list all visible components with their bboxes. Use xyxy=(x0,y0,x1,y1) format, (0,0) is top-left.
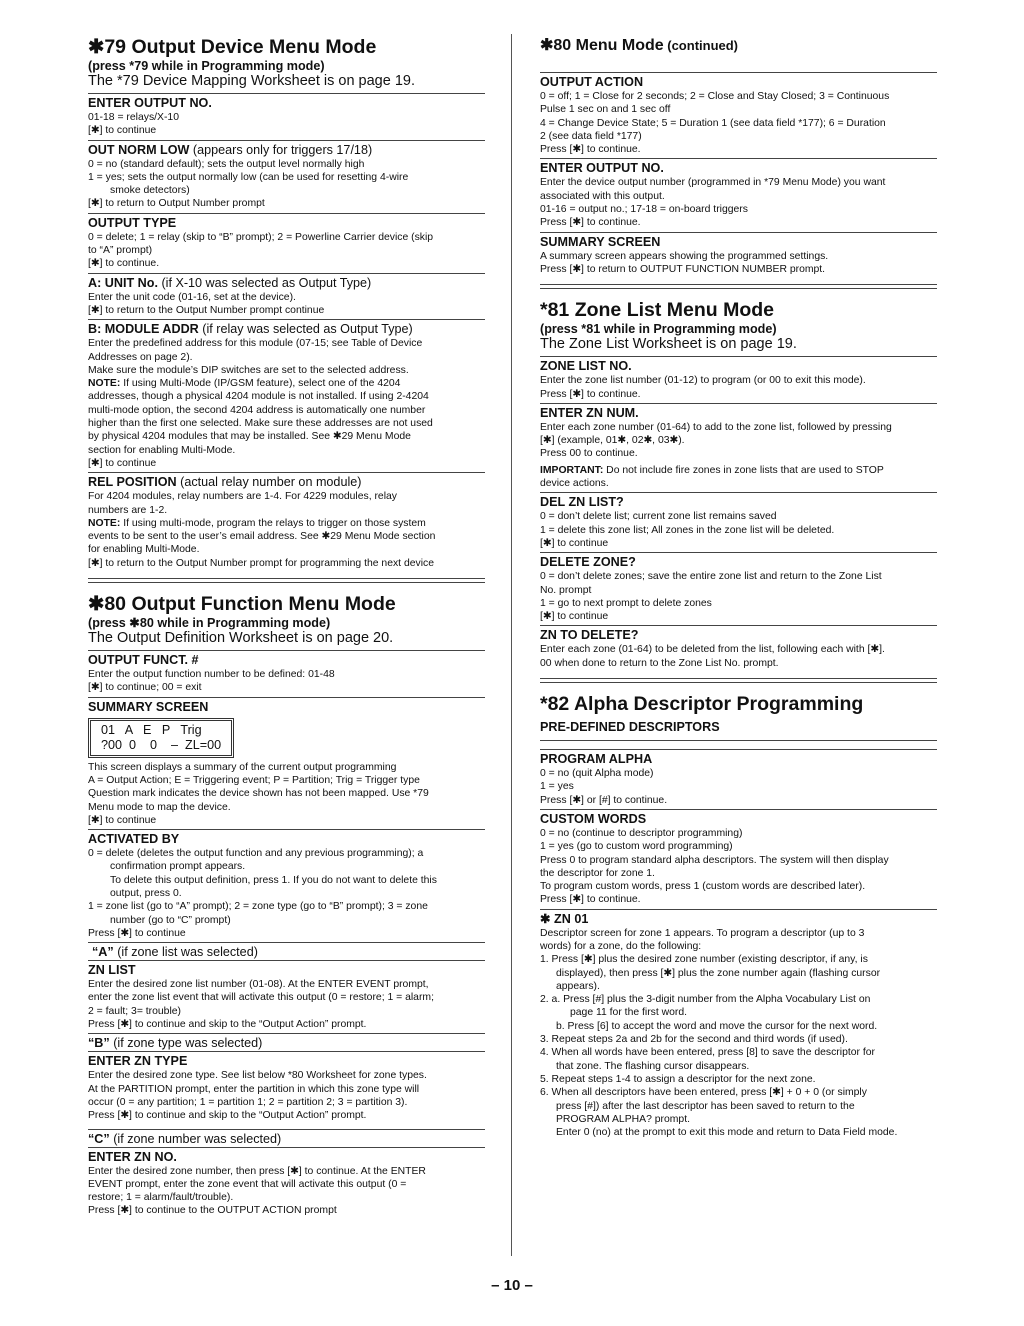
prompt-line: the descriptor for zone 1. xyxy=(540,867,655,879)
prompt-note-line xyxy=(88,390,485,403)
note-text: If using Multi-Mode (IP/GSM feature), select one of the 4204 xyxy=(120,378,401,390)
prompt-line: This screen displays a summary of the current output programming xyxy=(88,761,397,773)
prompt-line: [✱] to continue xyxy=(88,125,157,137)
keypad-display-row2: ?00 0 0 – ZL=00 xyxy=(101,737,222,752)
important-text: device actions. xyxy=(540,478,609,490)
prompt-line: 1 = yes; sets the output normally low (can be used for resetting 4-wire xyxy=(88,171,409,183)
prompt-heading xyxy=(88,322,485,337)
prompt-heading-text: SUMMARY SCREEN xyxy=(540,234,661,249)
prompt-note-line xyxy=(88,404,485,417)
prompt-line: 0 = don’t delete zones; save the entire zone list and return to the Zone List xyxy=(540,571,882,583)
prompt-line: Addresses on page 2). xyxy=(88,351,193,363)
section-79-worksheet: The *79 Device Mapping Worksheet is on page 19. xyxy=(88,73,485,94)
prompt-zn-list xyxy=(88,960,485,1033)
prompt-line: 0 = no (quit Alpha mode) xyxy=(540,768,654,780)
prompt-important-line xyxy=(540,464,937,477)
section-80c-title xyxy=(540,36,937,56)
branch-text: (if zone number was selected) xyxy=(109,1131,282,1146)
prompt-line: Press [✱] to continue. xyxy=(540,388,641,400)
section-80-press: (press ✱80 while in Programming mode) xyxy=(88,616,331,631)
prompt-heading-text: DELETE ZONE? xyxy=(540,555,636,570)
prompt-line: No. prompt xyxy=(540,584,592,596)
section-80-continued xyxy=(540,36,937,278)
prompt-block xyxy=(540,492,937,552)
prompt-line: [✱] to continue. xyxy=(88,258,160,270)
prompt-line: Press [✱] to return to OUTPUT FUNCTION NUMBER prompt. xyxy=(540,263,826,275)
prompt-zn-01 xyxy=(540,909,937,1142)
prompt-line: [✱] to continue; 00 = exit xyxy=(88,682,202,694)
note-label: NOTE: xyxy=(88,517,121,529)
prompt-heading-text: B: MODULE ADDR xyxy=(88,322,199,337)
prompt-heading-note: (if X-10 was selected as Output Type) xyxy=(157,275,372,290)
prompt-block xyxy=(88,213,485,273)
branch-c-label xyxy=(88,1129,485,1147)
prompt-line: Press 0 to program standard alpha descriptors. The system will then display xyxy=(540,854,889,866)
section-82 xyxy=(540,693,937,1141)
step-line: 6. When all descriptors have been entered, press [✱] + 0 + 0 (or simply xyxy=(540,1087,867,1099)
prompt-line: Enter the predefined address for this module (07-15; see Table of Device xyxy=(88,338,423,350)
step-line: that zone. The flashing cursor disappears. xyxy=(556,1060,750,1072)
prompt-line: To delete this output definition, press 1. If you do not want to delete this xyxy=(110,874,437,886)
branch-text: (if zone list was selected) xyxy=(113,945,258,960)
prompt-block xyxy=(540,749,937,809)
prompt-line: For 4204 modules, relay numbers are 1-4. For 4229 modules, relay xyxy=(88,491,397,503)
section-81 xyxy=(540,299,937,672)
prompt-line: 1 = go to next prompt to delete zones xyxy=(540,597,712,609)
prompt-line: [✱] to continue xyxy=(540,537,609,549)
prompt-block xyxy=(540,809,937,909)
important-text: Do not include fire zones in zone lists that are used to STOP xyxy=(603,464,884,476)
prompt-heading-text: OUTPUT TYPE xyxy=(88,215,177,230)
prompt-line: 1 = zone list (go to “A” prompt); 2 = zone type (go to “B” prompt); 3 = zone xyxy=(88,901,428,913)
prompt-block xyxy=(540,357,937,403)
section-80c-continued: (continued) xyxy=(663,38,739,53)
section-81-prompts xyxy=(540,357,937,672)
section-79 xyxy=(88,36,485,572)
section-divider xyxy=(540,284,937,289)
prompt-line: [✱] to continue xyxy=(540,611,609,623)
prompt-line: confirmation prompt appears. xyxy=(110,861,246,873)
prompt-output-funct xyxy=(88,651,485,697)
step-line: press [#]) after the last descriptor has been saved to return to the xyxy=(556,1100,855,1112)
step-line: page 11 for the first word. xyxy=(570,1007,688,1019)
prompt-activated-by xyxy=(88,829,485,942)
step-line: displayed), then press [✱] plus the zone number again (flashing cursor xyxy=(556,967,881,979)
branch-letter: “B” xyxy=(88,1036,110,1051)
prompt-line: 0 = off; 1 = Close for 2 seconds; 2 = Close and Stay Closed; 3 = Continuous xyxy=(540,91,890,102)
section-80c-title-text: ✱80 Menu Mode xyxy=(540,37,664,54)
prompt-heading xyxy=(540,812,937,827)
prompt-line: To program custom words, press 1 (custom words are described later). xyxy=(540,881,866,893)
note-text: events to be sent to the user’s email address. See ✱29 Menu Mode section xyxy=(88,531,436,543)
note-text: by physical 4204 modules that may be installed. See ✱29 Menu Mode xyxy=(88,431,411,443)
branch-letter: “C” xyxy=(88,1131,110,1146)
prompt-line: [✱] to return to the Output Number prompt for programming the next device xyxy=(88,557,434,569)
prompt-line: number (go to “C” prompt) xyxy=(110,914,231,926)
prompt-heading-text: ENTER OUTPUT NO. xyxy=(540,161,664,176)
prompt-heading xyxy=(540,75,937,90)
prompt-line: 01-18 = relays/X-10 xyxy=(88,112,179,123)
section-82-title: *82 Alpha Descriptor Programming xyxy=(540,693,864,716)
branch-b-label xyxy=(88,1033,485,1051)
prompt-heading-text: REL POSITION xyxy=(88,475,177,490)
step-line: Enter 0 (no) at the prompt to exit this mode and return to Data Field mode. xyxy=(556,1127,898,1139)
prompt-line: Enter the unit code (01-16, set at the device). xyxy=(88,291,296,303)
prompt-heading-text: ENTER OUTPUT NO. xyxy=(88,96,212,110)
step-line: 4. When all words have been entered, press [8] to save the descriptor for xyxy=(540,1047,875,1059)
prompt-line: [✱] to continue xyxy=(88,814,157,826)
section-79-press: (press *79 while in Programming mode) xyxy=(88,59,325,73)
note-label: NOTE: xyxy=(88,378,121,390)
prompt-line: Enter the desired zone list number (01-08). At the ENTER EVENT prompt, xyxy=(88,979,429,991)
prompt-line: restore; 1 = alarm/fault/trouble). xyxy=(88,1192,234,1204)
prompt-line: Menu mode to map the device. xyxy=(88,801,231,813)
prompt-heading-note: (appears only for triggers 17/18) xyxy=(189,142,373,157)
prompt-block xyxy=(540,403,937,492)
prompt-line: 2 (see data field *177) xyxy=(540,130,642,142)
prompt-heading xyxy=(540,406,937,421)
prompt-line: Press [✱] to continue to the OUTPUT ACTION prompt xyxy=(88,1205,337,1217)
prompt-line: 0 = no (standard default); sets the output level normally high xyxy=(88,158,365,170)
prompt-heading xyxy=(540,555,937,570)
prompt-line: occur (0 = any partition; 1 = partition 1; 2 = partition 2; 3 = partition 3). xyxy=(88,1096,408,1108)
prompt-heading: ZN LIST xyxy=(88,963,136,978)
prompt-line: 0 = delete (deletes the output function and any previous programming); a xyxy=(88,848,424,860)
prompt-heading-note: (actual relay number on module) xyxy=(176,475,362,490)
note-text: addresses, though a physical 4204 module is not installed. If using 2-4204 xyxy=(88,391,429,403)
step-line: appears). xyxy=(556,980,600,992)
step-line: Descriptor screen for zone 1 appears. To program a descriptor (up to 3 xyxy=(540,927,865,939)
prompt-line: Press [✱] or [#] to continue. xyxy=(540,794,668,806)
prompt-block xyxy=(540,625,937,672)
note-text: higher than the first one selected. Make sure these addresses are not used xyxy=(88,418,433,430)
prompt-line: 0 = don’t delete list; current zone list remains saved xyxy=(540,511,777,523)
keypad-display xyxy=(88,718,234,758)
note-text: for enabling Multi-Mode. xyxy=(88,544,200,556)
prompt-enter-zn-type xyxy=(88,1051,485,1124)
branch-text: (if zone type was selected) xyxy=(109,1036,263,1051)
prompt-line: [✱] to return to Output Number prompt xyxy=(88,198,265,210)
section-divider xyxy=(88,578,485,583)
prompt-line: EVENT prompt, enter the zone event that will activate this output (0 = xyxy=(88,1178,407,1190)
prompt-line: Enter the output function number to be defined: 01-48 xyxy=(88,669,335,681)
prompt-heading-text: ENTER ZN NUM. xyxy=(540,405,639,420)
prompt-line: 0 = no (continue to descriptor programming) xyxy=(540,827,743,839)
prompt-block xyxy=(540,552,937,625)
step-line: 2. a. Press [#] plus the 3-digit number from the Alpha Vocabulary List on xyxy=(540,994,871,1006)
step-line: 5. Repeat steps 1-4 to assign a descriptor for the next zone. xyxy=(540,1073,816,1085)
prompt-heading: ENTER ZN TYPE xyxy=(88,1054,188,1069)
keypad-display-row1: 01 A E P Trig xyxy=(101,722,202,737)
prompt-heading-note: (if relay was selected as Output Type) xyxy=(198,322,413,337)
prompt-heading-text: OUTPUT ACTION xyxy=(540,75,644,89)
prompt-block xyxy=(88,273,485,320)
prompt-heading: OUTPUT FUNCT. # xyxy=(88,653,199,668)
section-81-title: *81 Zone List Menu Mode xyxy=(540,299,775,322)
prompt-heading-text: ZONE LIST NO. xyxy=(540,359,632,374)
prompt-line: smoke detectors) xyxy=(110,185,190,197)
prompt-note-line xyxy=(88,417,485,430)
section-80c-prompts xyxy=(540,72,937,278)
prompt-heading xyxy=(540,628,937,643)
prompt-line: Enter each zone number (01-64) to add to the zone list, followed by pressing xyxy=(540,421,892,433)
prompt-enter-zn-no xyxy=(88,1147,485,1220)
step-line: b. Press [6] to accept the word and move the cursor for the next word. xyxy=(556,1020,878,1032)
prompt-line: 00 when done to return to the Zone List No. prompt. xyxy=(540,657,779,669)
prompt-summary-screen xyxy=(88,697,485,829)
prompt-line: Enter the desired zone number, then press [✱] to continue. At the ENTER xyxy=(88,1165,426,1177)
prompt-line: Enter the device output number (programmed in *79 Menu Mode) you want xyxy=(540,177,886,189)
prompt-note-line xyxy=(88,530,485,543)
prompt-line: Press [✱] to continue and skip to the “Output Action” prompt. xyxy=(88,1019,367,1031)
prompt-line: 0 = delete; 1 = relay (skip to “B” prompt); 2 = Powerline Carrier device (skip xyxy=(88,231,434,243)
prompt-note-line xyxy=(88,430,485,443)
prompt-line: [✱] to return to the Output Number prompt continue xyxy=(88,304,325,316)
prompt-heading-text: DEL ZN LIST? xyxy=(540,495,624,510)
prompt-line: 1 = delete this zone list; All zones in the zone list will be deleted. xyxy=(540,524,835,536)
note-text: section for enabling Multi-Mode. xyxy=(88,444,236,456)
section-81-worksheet: The Zone List Worksheet is on page 19. xyxy=(540,336,937,357)
prompt-block xyxy=(88,319,485,472)
prompt-heading xyxy=(88,276,485,291)
prompt-line: 01-16 = output no.; 17-18 = on-board triggers xyxy=(540,204,748,216)
prompt-line: Press [✱] to continue. xyxy=(540,144,641,156)
note-text: multi-mode option, the second 4204 address is automatically one number xyxy=(88,404,426,416)
note-text: If using multi-mode, program the relays to trigger on those system xyxy=(120,517,426,529)
section-80 xyxy=(88,593,485,1220)
prompt-line: Pulse 1 sec on and 1 sec off xyxy=(540,104,671,116)
prompt-heading-text: PROGRAM ALPHA xyxy=(540,752,653,767)
prompt-line: Make sure the module’s DIP switches are set to the selected address. xyxy=(88,364,409,376)
prompt-line: Press [✱] to continue xyxy=(88,927,186,939)
section-80-title: ✱80 Output Function Menu Mode xyxy=(88,593,396,616)
prompt-heading-text: ZN TO DELETE? xyxy=(540,628,639,643)
prompt-block xyxy=(88,472,485,572)
prompt-line: At the PARTITION prompt, enter the partition in which this zone type will xyxy=(88,1083,420,1095)
section-82-predefined: PRE-DEFINED DESCRIPTORS xyxy=(540,720,937,741)
prompt-heading xyxy=(88,475,485,490)
prompt-line: [✱] to continue xyxy=(88,457,157,469)
prompt-important-line xyxy=(540,477,937,490)
branch-a-label xyxy=(88,942,485,960)
prompt-line: to “A” prompt) xyxy=(88,245,153,257)
section-79-title: ✱79 Output Device Menu Mode xyxy=(88,36,377,58)
step-line: PROGRAM ALPHA? prompt. xyxy=(556,1113,690,1125)
prompt-note-line xyxy=(88,543,485,556)
prompt-heading: SUMMARY SCREEN xyxy=(88,699,209,714)
step-line: words) for a zone, do the following: xyxy=(540,940,702,952)
prompt-heading: ACTIVATED BY xyxy=(88,832,180,847)
prompt-line: enter the zone list event that will activate this output (0 = restore; 1 = alarm; xyxy=(88,992,434,1004)
prompt-line: Enter the zone list number (01-12) to program (or 00 to exit this mode). xyxy=(540,375,866,387)
branch-letter: “A” xyxy=(92,945,114,960)
prompt-block xyxy=(540,72,937,158)
prompt-line: Question mark indicates the device shown has not been mapped. Use *79 xyxy=(88,788,429,800)
section-82-prompts xyxy=(540,749,937,909)
prompt-heading xyxy=(540,495,937,510)
prompt-heading xyxy=(540,235,937,250)
prompt-line: Enter the desired zone type. See list below *80 Worksheet for zone types. xyxy=(88,1070,427,1082)
prompt-block xyxy=(540,232,937,279)
prompt-line: 4 = Change Device State; 5 = Duration 1 (see data field *177); 6 = Duration xyxy=(540,117,886,129)
prompt-line: Press [✱] to continue. xyxy=(540,894,641,906)
prompt-line: output, press 0. xyxy=(110,887,182,899)
prompt-line: 1 = yes xyxy=(540,781,574,793)
prompt-heading: ✱ ZN 01 xyxy=(540,911,589,926)
section-79-prompts xyxy=(88,94,485,572)
prompt-line: numbers are 1-2. xyxy=(88,504,168,516)
prompt-heading xyxy=(540,161,937,176)
prompt-note-line xyxy=(88,517,485,530)
prompt-line: 2 = fault; 3= trouble) xyxy=(88,1005,181,1017)
prompt-line: Press [✱] to continue and skip to the “Output Action” prompt. xyxy=(88,1110,367,1122)
prompt-line: [✱] (example, 01✱, 02✱, 03✱). xyxy=(540,435,685,447)
prompt-heading xyxy=(540,359,937,374)
prompt-line: 1 = yes (go to custom word programming) xyxy=(540,841,733,853)
prompt-line: associated with this output. xyxy=(540,190,665,202)
prompt-line: Enter each zone (01-64) to be deleted from the list, following each with [✱]. xyxy=(540,644,885,656)
prompt-heading xyxy=(88,96,485,111)
prompt-block xyxy=(88,140,485,213)
prompt-heading xyxy=(88,216,485,231)
left-column xyxy=(88,34,485,1220)
prompt-heading-text: CUSTOM WORDS xyxy=(540,811,647,826)
prompt-heading-text: A: UNIT No. xyxy=(88,275,158,290)
prompt-heading-text: OUT NORM LOW xyxy=(88,142,190,157)
prompt-line: Press 00 to continue. xyxy=(540,448,638,460)
prompt-heading: ENTER ZN NO. xyxy=(88,1149,177,1164)
prompt-note-line xyxy=(88,377,485,390)
prompt-heading xyxy=(540,752,937,767)
section-80-worksheet: The Output Definition Worksheet is on page 20. xyxy=(88,630,485,651)
prompt-line: A = Output Action; E = Triggering event; P = Partition; Trig = Trigger type xyxy=(88,774,420,786)
step-line: 3. Repeat steps 2a and 2b for the second and third words (if used). xyxy=(540,1034,848,1046)
important-label: IMPORTANT: xyxy=(540,464,604,476)
column-divider xyxy=(511,34,512,1256)
prompt-line: Press [✱] to continue. xyxy=(540,217,641,229)
step-line: 1. Press [✱] plus the desired zone number (existing descriptor, if any, is xyxy=(540,954,868,966)
zn01-steps xyxy=(540,927,937,1140)
section-81-press: (press *81 while in Programming mode) xyxy=(540,322,777,337)
prompt-note-line xyxy=(88,444,485,457)
right-column xyxy=(540,34,937,1141)
prompt-block xyxy=(540,158,937,231)
prompt-heading xyxy=(88,143,485,158)
prompt-block xyxy=(88,94,485,140)
page-number: – 10 – xyxy=(491,1277,533,1294)
prompt-line: A summary screen appears showing the programmed settings. xyxy=(540,250,829,262)
section-divider xyxy=(540,678,937,683)
